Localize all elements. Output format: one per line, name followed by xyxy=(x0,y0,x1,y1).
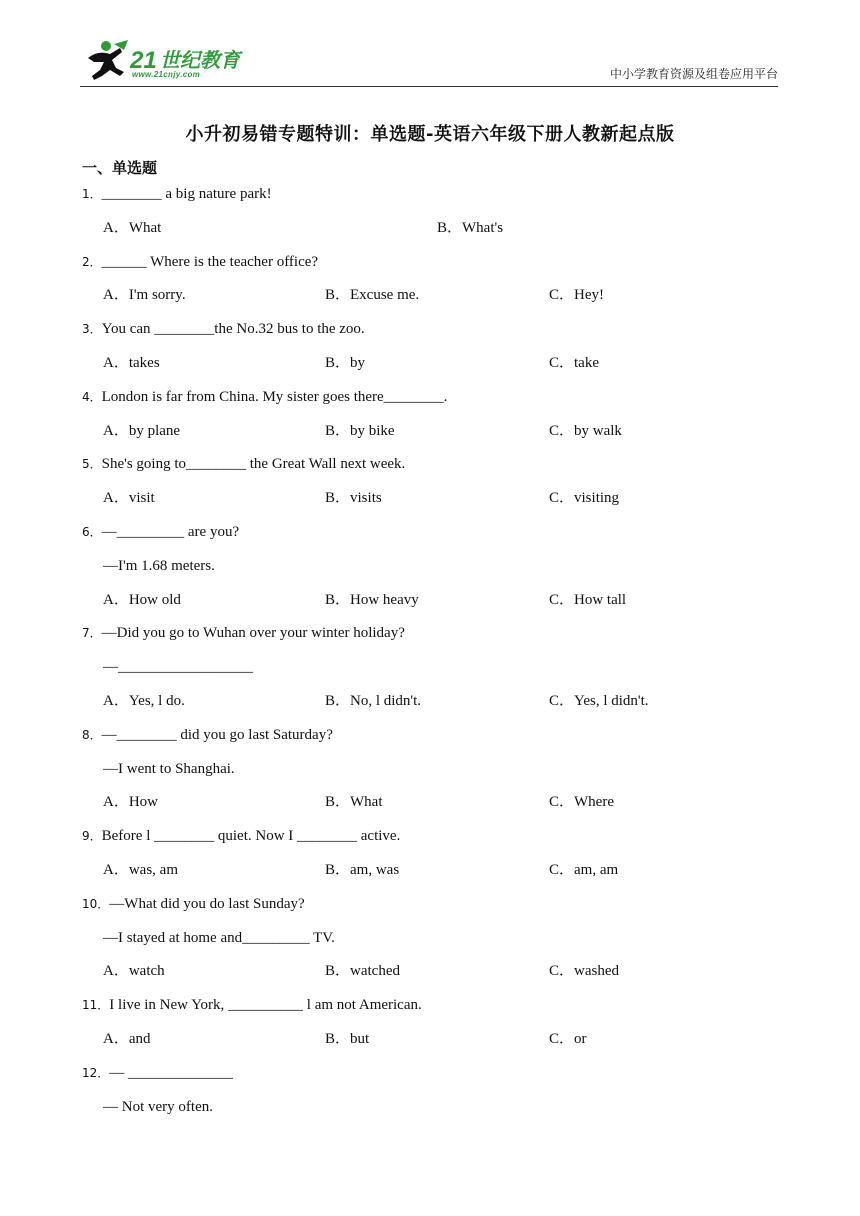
question-stem xyxy=(82,319,365,339)
option-text: take xyxy=(574,355,599,371)
answer-option[interactable] xyxy=(549,1029,587,1049)
option-text: How old xyxy=(128,591,181,608)
question-stem xyxy=(82,623,405,643)
option-text: by walk xyxy=(574,422,622,439)
section-heading: 一、单选题 xyxy=(82,159,158,177)
question-stem xyxy=(82,252,318,272)
answer-option[interactable] xyxy=(103,353,160,373)
answer-option[interactable] xyxy=(549,421,622,441)
option-text: am, was xyxy=(350,862,400,878)
platform-name: 中小学教育资源及组卷应用平台 xyxy=(609,67,778,81)
answer-option[interactable] xyxy=(103,860,178,880)
page-title: 小升初易错专题特训：单选题-英语六年级下册人教新起点版 xyxy=(185,124,675,145)
question-stem-text: —Did you go to Wuhan over your winter holiday? xyxy=(101,625,405,642)
option-label: C． xyxy=(549,862,575,878)
option-label: B． xyxy=(325,490,351,507)
question-reply xyxy=(103,759,235,779)
option-label: B． xyxy=(325,963,351,980)
question-number: 7． xyxy=(82,626,102,641)
option-label: B． xyxy=(437,219,463,236)
answer-option[interactable] xyxy=(325,590,419,610)
question-stem-text: London is far from China. My sister goes there________. xyxy=(101,388,448,405)
question-reply xyxy=(103,657,253,677)
option-label: A． xyxy=(103,862,129,878)
option-label: A． xyxy=(103,591,129,608)
answer-option[interactable] xyxy=(325,353,365,373)
logo-url: www.21cnjy.com xyxy=(132,70,201,79)
option-label: B． xyxy=(325,422,351,439)
question-stem xyxy=(82,826,400,846)
question-stem-text: She's going to________ the Great Wall next week. xyxy=(101,456,406,473)
answer-option[interactable] xyxy=(549,353,599,373)
option-text: but xyxy=(350,1031,370,1047)
question-stem xyxy=(82,184,272,204)
answer-option[interactable] xyxy=(103,488,155,508)
answer-option[interactable] xyxy=(103,961,165,981)
answer-option[interactable] xyxy=(549,792,614,812)
option-text: What xyxy=(128,219,162,236)
option-text: and xyxy=(128,1031,151,1047)
question-stem-text: —________ did you go last Saturday? xyxy=(101,726,333,743)
option-text: takes xyxy=(128,355,160,371)
answer-option[interactable] xyxy=(325,792,383,812)
option-text: How tall xyxy=(574,591,627,608)
question-number: 6． xyxy=(82,525,102,539)
option-text: visiting xyxy=(574,490,620,507)
question-stem xyxy=(82,454,405,474)
option-label: B． xyxy=(325,693,351,709)
option-label: B． xyxy=(325,794,351,811)
option-text: by xyxy=(350,355,366,371)
option-label: C． xyxy=(549,693,575,709)
answer-option[interactable] xyxy=(549,961,619,981)
question-reply-text: —I went to Shanghai. xyxy=(103,760,235,777)
answer-option[interactable] xyxy=(103,218,161,238)
option-label: C． xyxy=(549,287,575,304)
answer-option[interactable] xyxy=(549,590,626,610)
answer-option[interactable] xyxy=(103,285,186,305)
option-text: Where xyxy=(574,794,614,811)
option-label: B． xyxy=(325,287,351,304)
question-reply xyxy=(103,556,215,576)
question-stem-text: You can ________the No.32 bus to the zoo. xyxy=(101,321,365,338)
option-label: C． xyxy=(549,422,575,439)
option-text: What's xyxy=(462,219,504,236)
option-label: A． xyxy=(103,355,129,371)
option-label: A． xyxy=(103,794,129,811)
option-label: C． xyxy=(549,355,575,371)
option-label: B． xyxy=(325,862,351,878)
question-stem xyxy=(82,995,422,1015)
question-number: 10． xyxy=(82,896,110,911)
option-text: What xyxy=(350,794,383,811)
question-stem-text: ________ a big nature park! xyxy=(101,186,272,202)
option-label: A． xyxy=(103,422,129,439)
question-stem xyxy=(82,894,305,914)
option-text: watch xyxy=(128,963,165,980)
question-reply-text: —__________________ xyxy=(103,659,253,676)
question-number: 9． xyxy=(82,829,102,844)
option-text: Hey! xyxy=(574,287,605,304)
option-label: C． xyxy=(549,490,575,507)
question-stem-text: I live in New York, __________ l am not American. xyxy=(109,997,422,1014)
option-text: How xyxy=(128,794,159,811)
question-reply-text: —I'm 1.68 meters. xyxy=(103,557,215,574)
answer-option[interactable] xyxy=(437,218,503,238)
option-text: Yes, l didn't. xyxy=(574,693,649,709)
question-reply-text: — Not very often. xyxy=(103,1098,213,1115)
svg-text:21: 21 xyxy=(130,47,157,74)
option-text: I'm sorry. xyxy=(128,287,186,304)
option-label: A． xyxy=(103,490,129,507)
question-stem-text: — ______________ xyxy=(109,1064,234,1081)
option-label: C． xyxy=(549,794,575,811)
question-number: 12． xyxy=(82,1065,110,1080)
answer-option[interactable] xyxy=(103,1029,151,1049)
answer-option[interactable] xyxy=(549,285,604,305)
option-text: visit xyxy=(128,490,155,507)
question-number: 5． xyxy=(82,457,102,472)
answer-option[interactable] xyxy=(325,421,395,441)
option-text: washed xyxy=(574,963,620,980)
option-label: C． xyxy=(549,963,575,980)
question-number: 8． xyxy=(82,727,102,742)
option-text: No, l didn't. xyxy=(350,693,422,709)
question-reply xyxy=(103,928,335,948)
answer-option[interactable] xyxy=(549,488,619,508)
question-stem xyxy=(82,1063,233,1083)
question-stem xyxy=(82,387,447,407)
option-text: by bike xyxy=(350,422,395,439)
question-number: 2． xyxy=(82,254,102,269)
question-reply xyxy=(103,1097,213,1117)
page-header xyxy=(80,38,778,87)
answer-option[interactable] xyxy=(325,1029,369,1049)
option-label: A． xyxy=(103,287,129,304)
question-stem-text: Before l ________ quiet. Now I ________ active. xyxy=(101,828,401,845)
answer-option[interactable] xyxy=(103,792,158,812)
answer-option[interactable] xyxy=(325,285,419,305)
answer-option[interactable] xyxy=(549,860,618,880)
option-text: or xyxy=(574,1031,587,1047)
option-text: am, am xyxy=(574,862,619,878)
question-stem-text: ______ Where is the teacher office? xyxy=(101,253,319,270)
option-label: A． xyxy=(103,219,129,236)
option-label: A． xyxy=(103,1031,129,1047)
question-number: 3． xyxy=(82,322,102,337)
question-stem-text: —_________ are you? xyxy=(101,524,240,540)
option-text: Excuse me. xyxy=(350,287,420,304)
option-label: A． xyxy=(103,693,129,709)
option-label: C． xyxy=(549,1031,575,1047)
option-label: B． xyxy=(325,355,351,371)
answer-option[interactable] xyxy=(325,961,400,981)
answer-option[interactable] xyxy=(103,590,181,610)
answer-option[interactable] xyxy=(103,421,180,441)
logo xyxy=(80,38,250,84)
question-number: 4． xyxy=(82,389,102,404)
question-number: 11． xyxy=(82,998,110,1013)
svg-text:世纪教育: 世纪教育 xyxy=(160,48,240,72)
option-label: C． xyxy=(549,591,575,608)
option-text: Yes, l do. xyxy=(128,693,185,709)
answer-option[interactable] xyxy=(325,691,421,711)
option-text: by plane xyxy=(128,422,181,439)
question-number: 1． xyxy=(82,187,102,201)
question-stem xyxy=(82,725,333,745)
option-text: watched xyxy=(350,963,400,980)
option-label: B． xyxy=(325,1031,351,1047)
answer-option[interactable] xyxy=(325,860,399,880)
option-label: B． xyxy=(325,591,351,608)
answer-option[interactable] xyxy=(325,488,382,508)
option-text: How heavy xyxy=(350,591,419,608)
option-text: visits xyxy=(350,490,382,507)
answer-option[interactable] xyxy=(103,691,185,711)
question-reply-text: —I stayed at home and_________ TV. xyxy=(103,929,335,946)
question-stem xyxy=(82,522,239,542)
question-stem-text: —What did you do last Sunday? xyxy=(109,895,305,912)
answer-option[interactable] xyxy=(549,691,649,711)
option-label: A． xyxy=(103,963,129,980)
option-text: was, am xyxy=(128,862,178,878)
